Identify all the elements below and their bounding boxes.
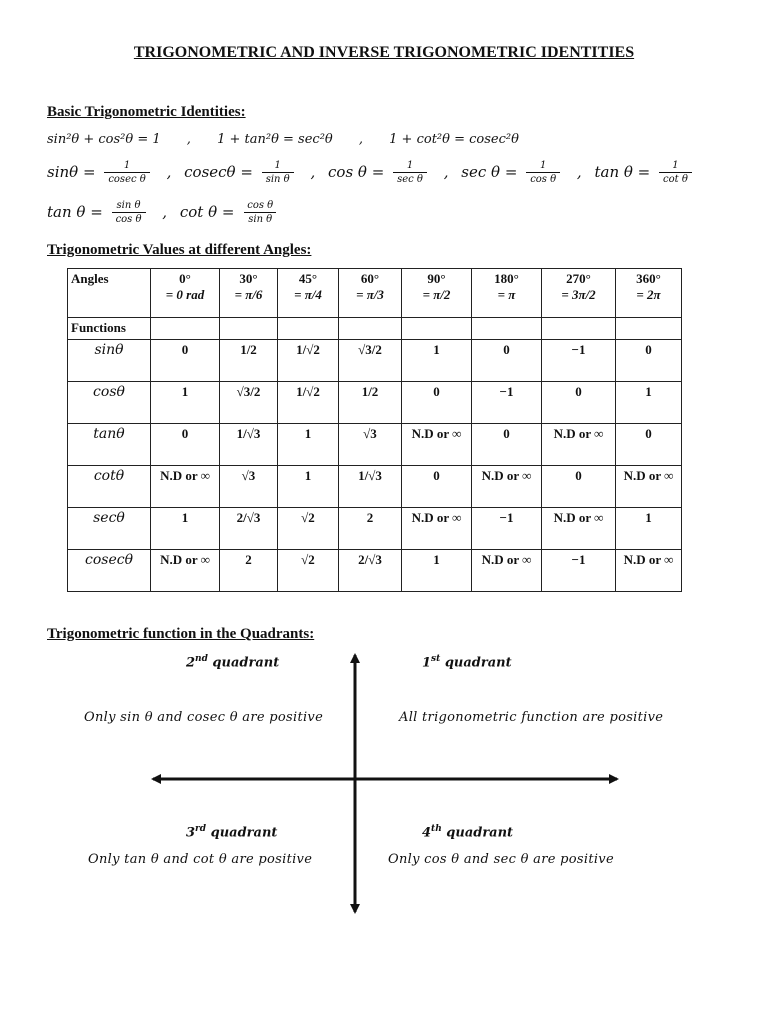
table-cell: N.D or ∞: [402, 424, 472, 466]
table-cell: N.D or ∞: [542, 424, 616, 466]
reciprocal-cos: cos θ = $\frac{1}{\text{sec θ}}$: [328, 163, 436, 181]
table-cell: 1: [616, 382, 682, 424]
function-name: cosθ: [68, 382, 151, 424]
angle-header: 180° = π: [472, 269, 542, 318]
table-cell: −1: [542, 550, 616, 592]
table-cell: √2: [278, 550, 339, 592]
table-cell: −1: [542, 340, 616, 382]
table-cell: N.D or ∞: [151, 466, 220, 508]
table-cell: 0: [616, 340, 682, 382]
identity-tan-sec: 1 + tan²θ = sec²θ: [217, 132, 333, 147]
separator: ,: [162, 202, 168, 221]
basic-identities-heading: Basic Trigonometric Identities:: [47, 104, 246, 120]
table-cell: √2: [278, 508, 339, 550]
angle-header: 60° = π/3: [339, 269, 402, 318]
separator: ,: [443, 162, 449, 181]
identity-sin-cos: sin²θ + cos²θ = 1: [47, 132, 161, 147]
function-name: secθ: [68, 508, 151, 550]
table-cell: N.D or ∞: [472, 466, 542, 508]
quadrants-heading: Trigonometric function in the Quadrants:: [47, 626, 315, 642]
function-name: cosecθ: [68, 550, 151, 592]
page-title: TRIGONOMETRIC AND INVERSE TRIGONOMETRIC IDENTITIES: [133, 44, 635, 61]
table-cell: 1: [151, 508, 220, 550]
table-cell: 1: [151, 382, 220, 424]
table-cell: 2: [339, 508, 402, 550]
table-cell: 2: [220, 550, 278, 592]
table-cell: −1: [472, 508, 542, 550]
table-cell: 0: [402, 382, 472, 424]
quadrant-4-text: Only cos θ and sec θ are positive: [388, 852, 614, 867]
quadrant-2-text: Only sin θ and cosec θ are positive: [84, 710, 324, 725]
separator: ,: [576, 162, 582, 181]
table-cell: √3: [339, 424, 402, 466]
table-cell: 1: [616, 508, 682, 550]
table-cell: N.D or ∞: [402, 508, 472, 550]
table-cell: 0: [542, 382, 616, 424]
table-cell: 0: [542, 466, 616, 508]
table-cell: N.D or ∞: [616, 466, 682, 508]
table-cell: 1/√2: [278, 382, 339, 424]
table-cell: 0: [616, 424, 682, 466]
table-cell: √3/2: [220, 382, 278, 424]
table-cell: 1/2: [339, 382, 402, 424]
identity-cot-cosec: 1 + cot²θ = cosec²θ: [389, 132, 519, 147]
table-cell: 1: [402, 550, 472, 592]
table-cell: √3/2: [339, 340, 402, 382]
separator: ,: [186, 132, 191, 147]
reciprocal-cosec: cosecθ = $\frac{1}{\text{sin θ}}$: [184, 163, 302, 181]
separator: ,: [358, 132, 364, 147]
table-cell: −1: [472, 382, 542, 424]
quadrant-1-label: 1st quadrant: [422, 654, 512, 671]
function-name: tanθ: [68, 424, 151, 466]
table-cell: 1/√3: [339, 466, 402, 508]
angle-header: 90° = π/2: [402, 269, 472, 318]
angle-header: 0° = 0 rad: [151, 269, 220, 318]
table-cell: 0: [151, 340, 220, 382]
table-cell: N.D or ∞: [542, 508, 616, 550]
angle-header: 270° = 3π/2: [542, 269, 616, 318]
table-cell: √3: [220, 466, 278, 508]
quadrant-3-text: Only tan θ and cot θ are positive: [88, 852, 313, 867]
separator: ,: [310, 162, 316, 181]
angle-header: 45° = π/4: [278, 269, 339, 318]
reciprocal-tan: tan θ = $\frac{1}{\text{cot θ}}$: [594, 163, 695, 181]
table-cell: 1: [278, 466, 339, 508]
table-cell: 1/√2: [278, 340, 339, 382]
separator: ,: [166, 162, 172, 181]
table-cell: 1: [278, 424, 339, 466]
angle-header: 360° = 2π: [616, 269, 682, 318]
table-cell: 2/√3: [220, 508, 278, 550]
table-cell: 0: [402, 466, 472, 508]
table-cell: 0: [472, 424, 542, 466]
quadrant-3-label: 3rd quadrant: [186, 824, 278, 841]
table-cell: 2/√3: [339, 550, 402, 592]
quotient-cot: cot θ = $\frac{\text{cos θ}}{\text{sin θ}}$: [180, 203, 281, 221]
table-cell: 0: [472, 340, 542, 382]
quadrant-1-text: All trigonometric function are positive: [399, 710, 664, 725]
reciprocal-sin: sinθ = $\frac{1}{\text{cosec θ}}$: [47, 163, 159, 181]
table-cell: 1: [402, 340, 472, 382]
table-cell: N.D or ∞: [151, 550, 220, 592]
table-cell: 1/√3: [220, 424, 278, 466]
table-cell: 0: [151, 424, 220, 466]
table-cell: N.D or ∞: [616, 550, 682, 592]
values-heading: Trigonometric Values at different Angles:: [47, 242, 312, 258]
functions-label: Functions: [68, 318, 151, 340]
angles-label: Angles: [68, 269, 151, 318]
table-cell: N.D or ∞: [472, 550, 542, 592]
table-cell: 1/2: [220, 340, 278, 382]
reciprocal-sec: sec θ = $\frac{1}{\text{cos θ}}$: [461, 163, 569, 181]
angle-header: 30° = π/6: [220, 269, 278, 318]
quotient-tan: tan θ = $\frac{\text{sin θ}}{\text{cos θ}}$: [47, 203, 154, 221]
quadrant-2-label: 2nd quadrant: [186, 654, 280, 671]
function-name: cotθ: [68, 466, 151, 508]
quadrant-4-label: 4th quadrant: [422, 824, 514, 841]
function-name: sinθ: [68, 340, 151, 382]
